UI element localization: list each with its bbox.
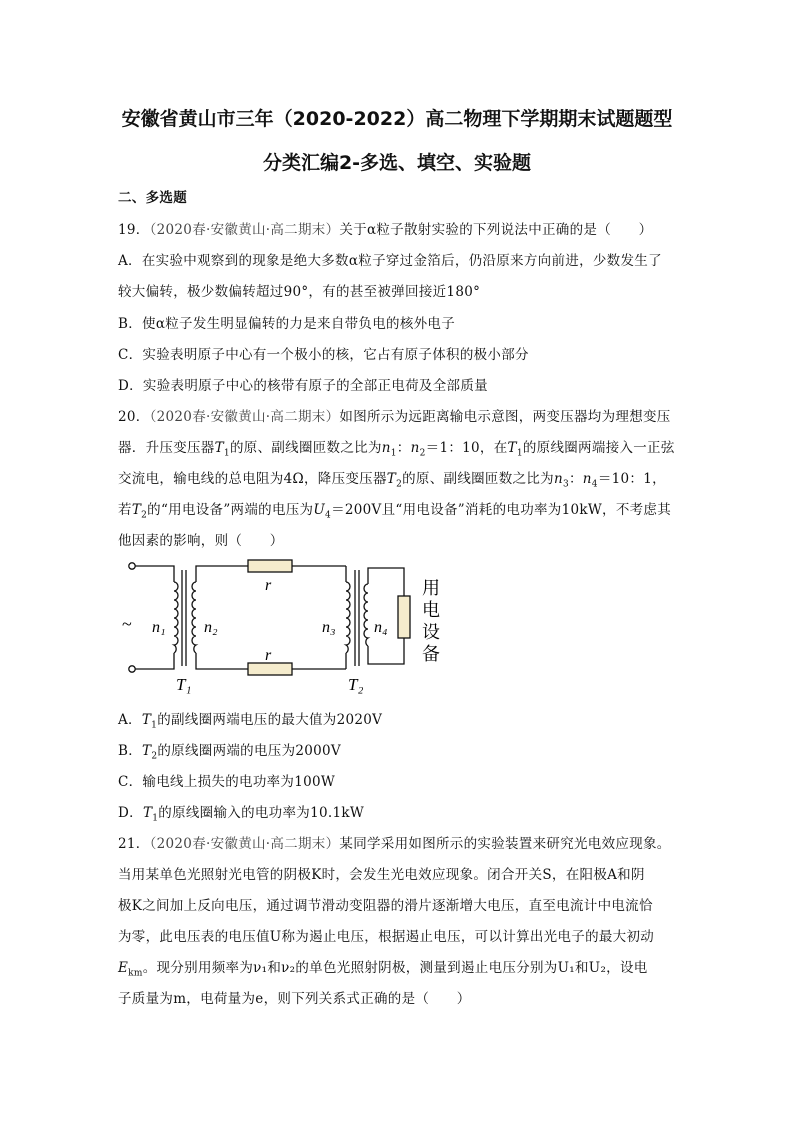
q21-text: 。现分别用频率为ν₁和ν₂的单色光照射阴极，测量到遏止电压分别为U₁和U₂，设电 xyxy=(142,960,648,976)
q20-stem-line2: 器．升压变压器$T_1$的原、副线圈匝数之比为$n_1$：$n_2=1$：10，在$T_1$的原线圈两端接入一正弦 xyxy=(118,440,675,459)
q20-text: ＝200V且“用电设备”消耗的电功率为10kW，不考虑其 xyxy=(331,502,672,518)
q21-source: （2020春·安徽黄山·高二期末） xyxy=(149,836,340,852)
coil-n4 xyxy=(364,584,368,646)
resistor-bottom xyxy=(248,663,292,675)
q20-stem-line1 xyxy=(118,405,671,425)
label-T1: T₁ xyxy=(176,675,192,694)
coil-n3 xyxy=(346,582,350,653)
q19-question: 关于α粒子散射实验的下列说法中正确的是（ ） xyxy=(339,222,653,238)
doc-title-line1: 安徽省黄山市三年（2020-2022）高二物理下学期期末试题题型 xyxy=(121,108,673,130)
q20-text: 的原、副线圈匝数之比为 xyxy=(402,471,554,487)
q21-stem-line3: 极K之间加上反向电压，通过调节滑动变阻器的滑片逐渐增大电压，直至电流计中电流恰 xyxy=(118,898,653,914)
resistor-top xyxy=(248,560,292,572)
q20-text: 交流电，输电线的总电阻为4Ω，降压变压器 xyxy=(118,471,387,487)
doc-title-line2: 分类汇编2-多选、填空、实验题 xyxy=(262,152,532,174)
q20-option-a: A．$T_1$的副线圈两端电压的最大值为2020V xyxy=(118,712,383,731)
q20-text: ＝1：10，在 xyxy=(425,440,508,456)
q21-stem-line5: $E_{km}$。现分别用频率为ν₁和ν₂的单色光照射阴极，测量到遏止电压分别为U₁和U₂，设电 xyxy=(118,960,648,979)
q20-text: 的“用电设备”两端的电压为 xyxy=(147,502,314,518)
q20-option-a-text: 的副线圈两端电压的最大值为2020V xyxy=(157,712,383,728)
load-label-char: 电 xyxy=(422,600,440,620)
q19-option-a-line1: A．在实验中观察到的现象是绝大多数α粒子穿过金箔后，仍沿原来方向前进，少数发生了 xyxy=(118,253,662,269)
load-label-char: 设 xyxy=(422,622,440,642)
q20-option-d-text: 的原线圈输入的电功率为10.1kW xyxy=(158,805,364,821)
q20-stem-line5: 他因素的影响，则（ ） xyxy=(118,533,284,549)
q19-option-a-line2: 较大偏转，极少数偏转超过90°，有的甚至被弹回接近180° xyxy=(118,284,481,300)
q20-text: 的原线圈两端接入一正弦 xyxy=(522,440,675,456)
q21-stem-line4: 为零，此电压表的电压值U称为遏止电压，根据遏止电压，可以计算出光电子的最大初动 xyxy=(118,929,655,945)
q20-source: （2020春·安徽黄山·高二期末） xyxy=(149,409,340,425)
label-n3: n₃ xyxy=(322,619,336,636)
q21-stem-line2: 当用某单色光照射光电管的阴极K时，会发生光电效应现象。闭合开关S，在阳极A和阴 xyxy=(118,867,645,883)
q20-text: 若 xyxy=(118,502,132,518)
coil-n1 xyxy=(174,582,178,653)
q19-stem xyxy=(118,218,652,238)
input-terminal-bottom xyxy=(129,666,135,672)
q20-number: 20． xyxy=(118,409,150,425)
load-label-char: 备 xyxy=(422,644,440,664)
q19-option-b: B．使α粒子发生明显偏转的力是来自带负电的核外电子 xyxy=(118,316,456,332)
input-terminal-top xyxy=(129,563,135,569)
q20-stem-line3: 交流电，输电线的总电阻为4Ω，降压变压器$T_2$的原、副线圈匝数之比为$n_3$：$n_4=10$：1， xyxy=(118,471,666,490)
resistor-label-top: r xyxy=(265,577,272,594)
resistor-label-bottom: r xyxy=(265,647,272,664)
q20-text: ＝10：1， xyxy=(597,471,666,487)
section-heading: 二、多选题 xyxy=(118,190,187,206)
q20-stem-line4: 若$T_2$的“用电设备”两端的电压为$U_4=200V$且“用电设备”消耗的电功率为10kW，不考虑其 xyxy=(118,502,672,521)
q20-text: 的原、副线圈匝数之比为 xyxy=(229,440,382,456)
transmission-diagram xyxy=(118,556,448,696)
q21-number: 21． xyxy=(118,836,150,852)
load-device xyxy=(398,596,410,638)
q20-text: 器．升压变压器 xyxy=(118,440,215,456)
q21-stem-line6: 子质量为m，电荷量为e，则下列关系式正确的是（ ） xyxy=(118,991,471,1007)
label-n4: n₄ xyxy=(374,619,388,636)
q21-text: 某同学采用如图所示的实验装置来研究光电效应现象。 xyxy=(339,836,671,852)
q20-option-c: C．输电线上损失的电功率为100W xyxy=(118,774,336,790)
q20-option-b-text: 的原线圈两端的电压为2000V xyxy=(157,743,341,759)
q19-option-c: C．实验表明原子中心有一个极小的核，它占有原子体积的极小部分 xyxy=(118,347,529,363)
q19-number: 19． xyxy=(118,222,150,238)
q19-option-d: D．实验表明原子中心的核带有原子的全部正电荷及全部质量 xyxy=(118,378,488,394)
q20-option-d: D．$T_1$的原线圈输入的电功率为10.1kW xyxy=(118,805,364,824)
label-n2: n₂ xyxy=(204,619,218,636)
ac-source-symbol: ~ xyxy=(122,614,132,634)
load-label-char: 用 xyxy=(422,578,440,598)
q20-option-b: B．$T_2$的原线圈两端的电压为2000V xyxy=(118,743,341,762)
q19-source: （2020春·安徽黄山·高二期末） xyxy=(149,222,340,238)
coil-n2 xyxy=(192,582,196,653)
q20-stem-text: 如图所示为远距离输电示意图，两变压器均为理想变压 xyxy=(339,409,671,425)
label-T2: T₂ xyxy=(348,675,364,694)
q21-stem-line1 xyxy=(118,832,671,852)
label-n1: n₁ xyxy=(152,619,166,636)
